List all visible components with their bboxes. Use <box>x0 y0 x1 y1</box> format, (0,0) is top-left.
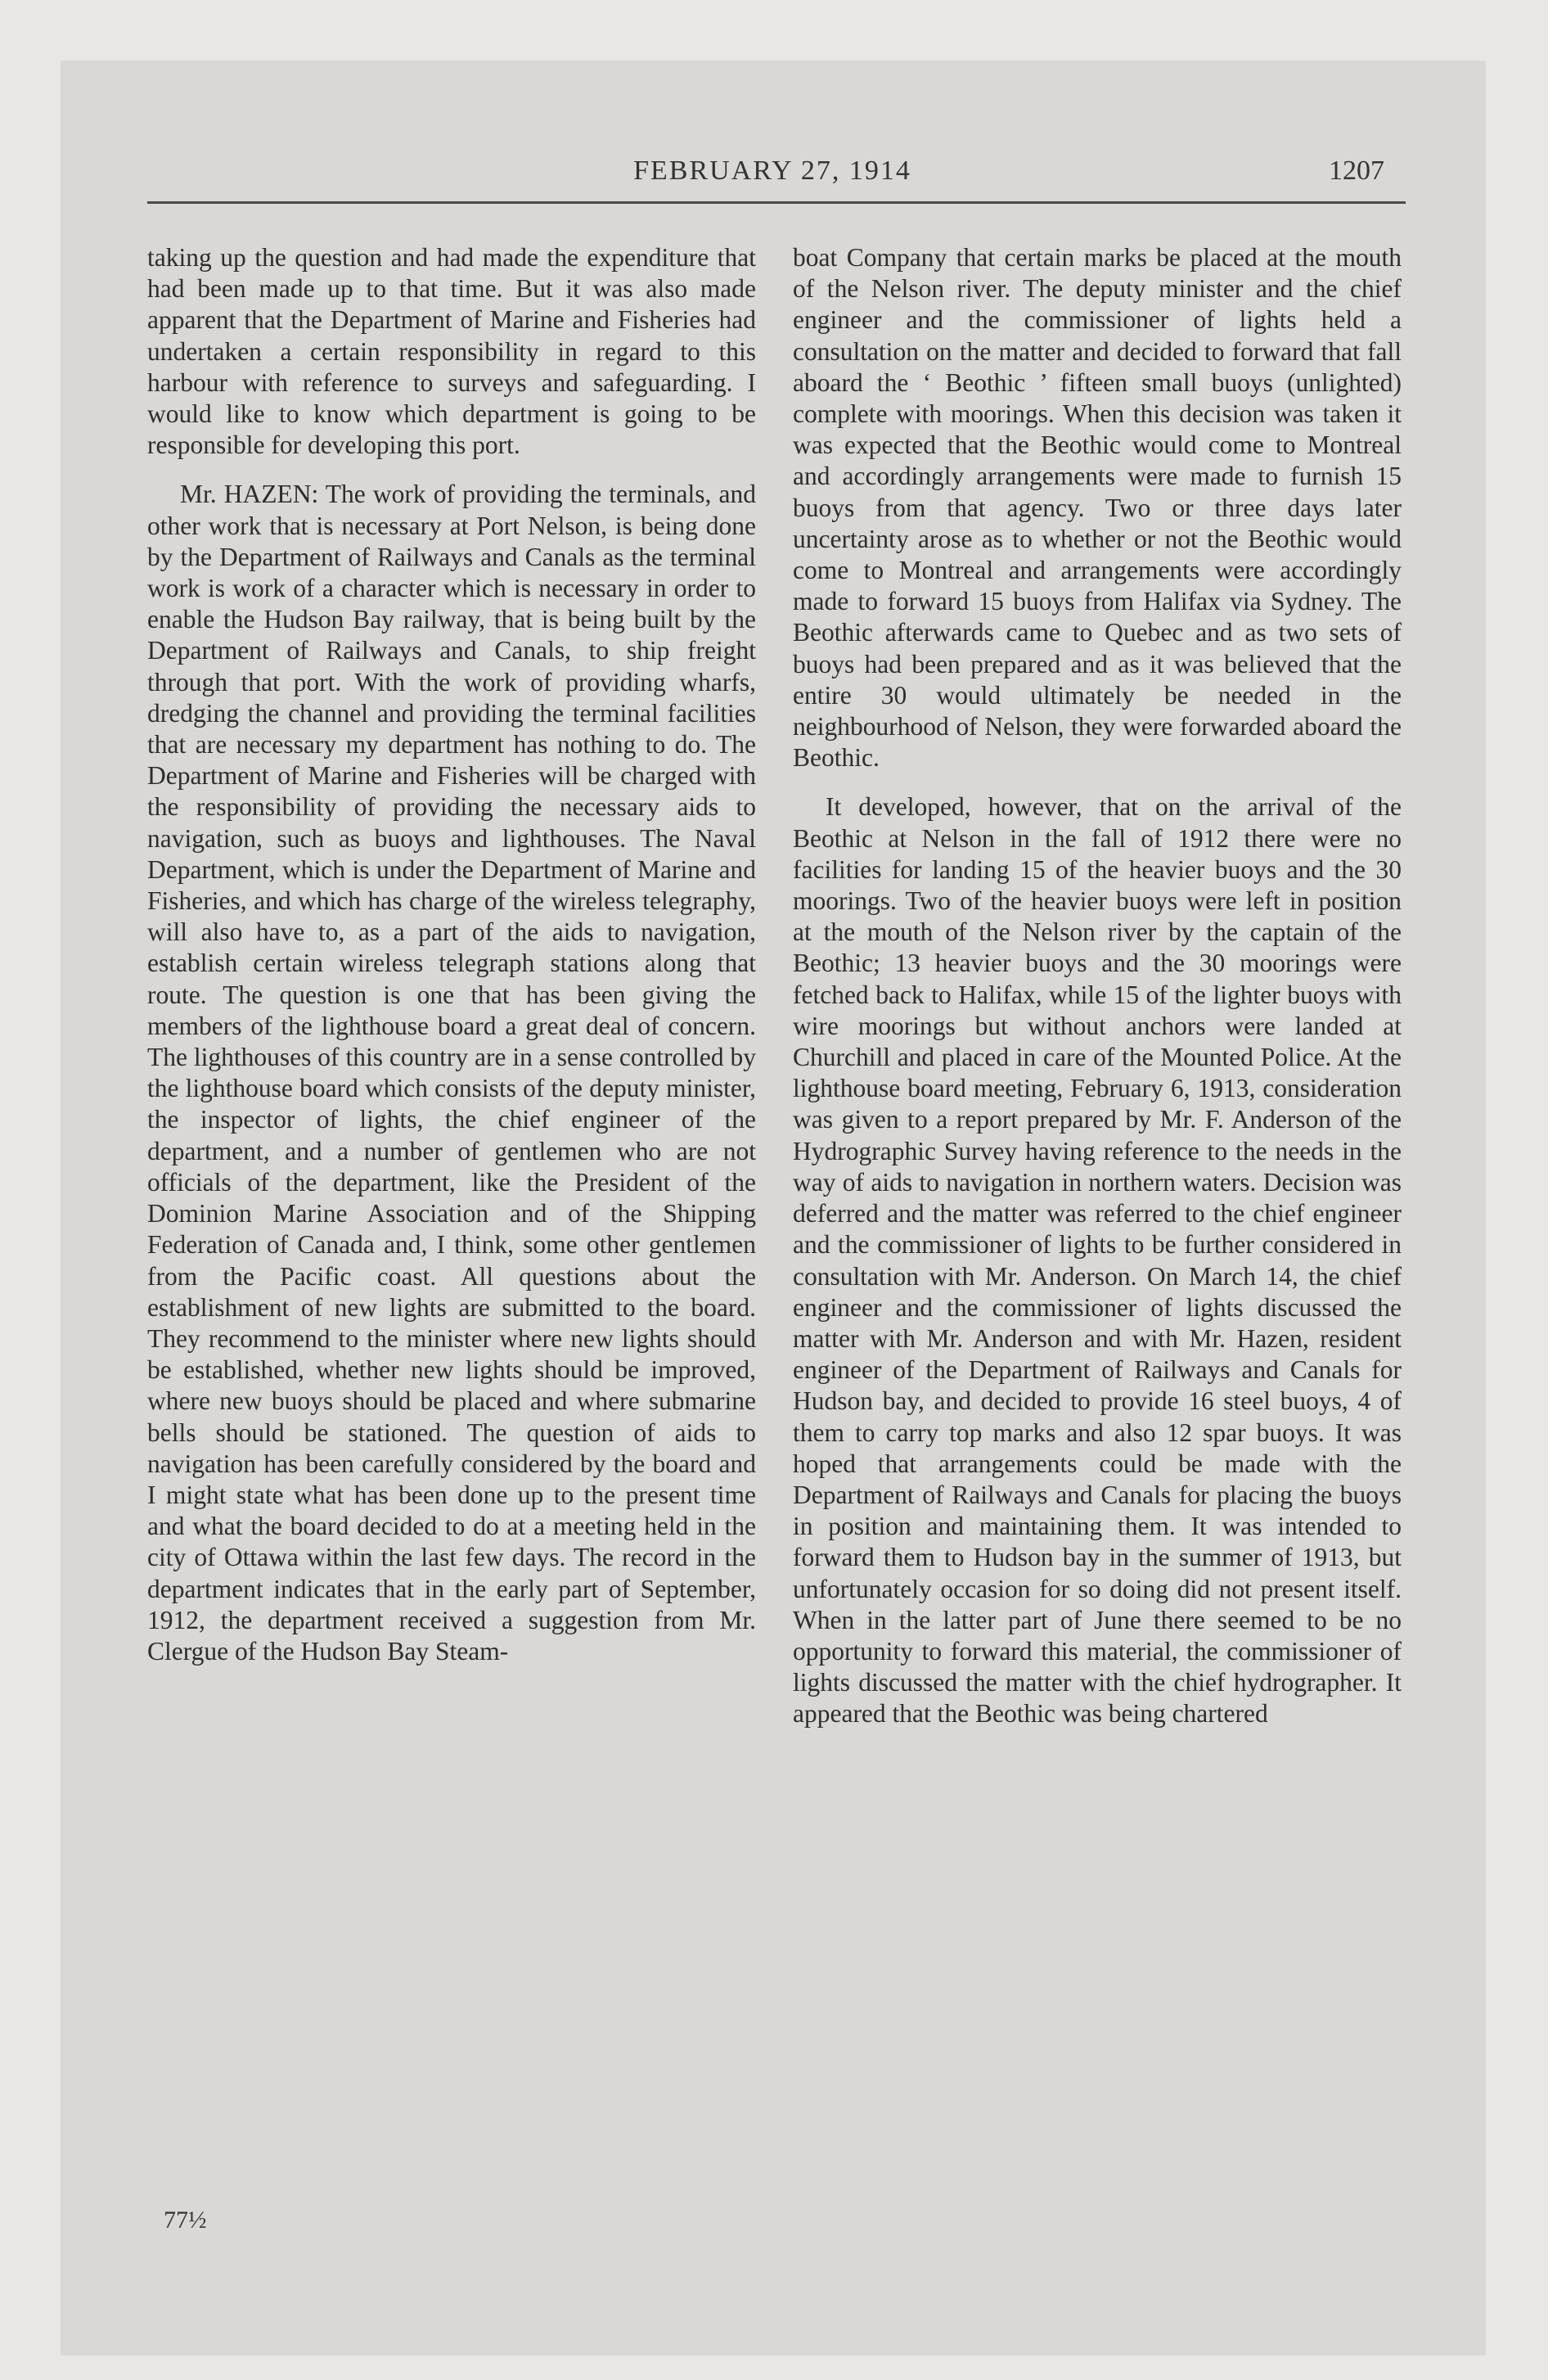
header-rule <box>147 201 1406 204</box>
scanned-page-background <box>61 61 1486 2355</box>
right-column <box>793 242 1402 1730</box>
page-number: 1207 <box>1329 156 1384 186</box>
left-column <box>147 242 756 1667</box>
signature-mark: 77½ <box>164 2206 207 2234</box>
page-header-date: FEBRUARY 27, 1914 <box>633 156 911 186</box>
right-paragraph-1: boat Company that certain marks be placed at the mouth of the Nelson river. The deputy minister and the chief engineer and the commissioner of lights held a consultation on the matter and decided to forward that fall aboard the ‘ Beothic ’ fifteen small buoys (unlighted) complete with moorings. When this decision was taken it was expected that the Beothic would come to Montreal and accordingly arrangements were made to furnish 15 buoys from that agency. Two or three days later uncertainty arose as to whether or not the Beothic would come to Montreal and arrangements were accordingly made to forward 15 buoys from Halifax via Sydney. The Beothic afterwards came to Quebec and as two sets of buoys had been prepared and as it was believed that the entire 30 would ultimately be needed in the neighbourhood of Nelson, they were forwarded aboard the Beothic. <box>793 243 1402 773</box>
right-paragraph-2: It developed, however, that on the arrival of the Beothic at Nelson in the fall of 1912 there were no facilities for landing 15 of the heavier buoys and the 30 moorings. Two of the heavier buoys were left in position at the mouth of the Nelson river by the captain of the Beothic; 13 heavier buoys and the 30 moorings were fetched back to Halifax, while 15 of the lighter buoys with wire moorings but without anchors were landed at Churchill and placed in care of the Mounted Police. At the lighthouse board meeting, February 6, 1913, consideration was given to a report prepared by Mr. F. Anderson of the Hydrographic Survey having reference to the needs in the way of aids to navigation in northern waters. Decision was deferred and the matter was referred to the chief engineer and the commissioner of lights to be further considered in consultation with Mr. Anderson. On March 14, the chief engineer and the commissioner of lights discussed the matter with Mr. Anderson and with Mr. Hazen, resident engineer of the Department of Railways and Canals for Hudson bay, and decided to provide 16 steel buoys, 4 of them to carry top marks and also 12 spar buoys. It was hoped that arrangements could be made with the Department of Railways and Canals for placing the buoys in position and maintaining them. It was intended to forward them to Hudson bay in the summer of 1913, but unfortunately occasion for so doing did not present itself. When in the latter part of June there seemed to be no opportunity to forward this material, the commissioner of lights discussed the matter with the chief hydrographer. It appeared that the Beothic was being chartered <box>793 792 1402 1729</box>
document-page <box>61 61 1486 2355</box>
left-paragraph-1: taking up the question and had made the expenditure that had been made up to that time. But it was also made apparent that the Department of Marine and Fisheries had undertaken a certain responsibility in regard to this harbour with reference to surveys and safeguarding. I would like to know which department is going to be responsible for developing this port. <box>147 243 756 460</box>
left-paragraph-2: Mr. HAZEN: The work of providing the terminals, and other work that is necessary at Port Nelson, is being done by the Department of Railways and Canals as the terminal work is work of a character which is necessary in order to enable the Hudson Bay railway, that is being built by the Department of Railways and Canals, to ship freight through that port. With the work of providing wharfs, dredging the channel and providing the terminal facilities that are necessary my department has nothing to do. The Department of Marine and Fisheries will be charged with the responsibility of providing the necessary aids to navigation, such as buoys and lighthouses. The Naval Department, which is under the Department of Marine and Fisheries, and which has charge of the wireless telegraphy, will also have to, as a part of the aids to navigation, establish certain wireless telegraph stations along that route. The question is one that has been giving the members of the lighthouse board a great deal of concern. The lighthouses of this country are in a sense controlled by the lighthouse board which consists of the deputy minister, the inspector of lights, the chief engineer of the department, and a number of gentlemen who are not officials of the department, like the President of the Dominion Marine Association and of the Shipping Federation of Canada and, I think, some other gentlemen from the Pacific coast. All questions about the establishment of new lights are submitted to the board. They recommend to the minister where new lights should be established, whether new lights should be improved, where new buoys should be placed and where submarine bells should be stationed. The question of aids to navigation has been carefully considered by the board and I might state what has been done up to the present time and what the board decided to do at a meeting held in the city of Ottawa within the last few days. The record in the department indicates that in the early part of September, 1912, the department received a suggestion from Mr. Clergue of the Hudson Bay Steam- <box>147 480 756 1666</box>
